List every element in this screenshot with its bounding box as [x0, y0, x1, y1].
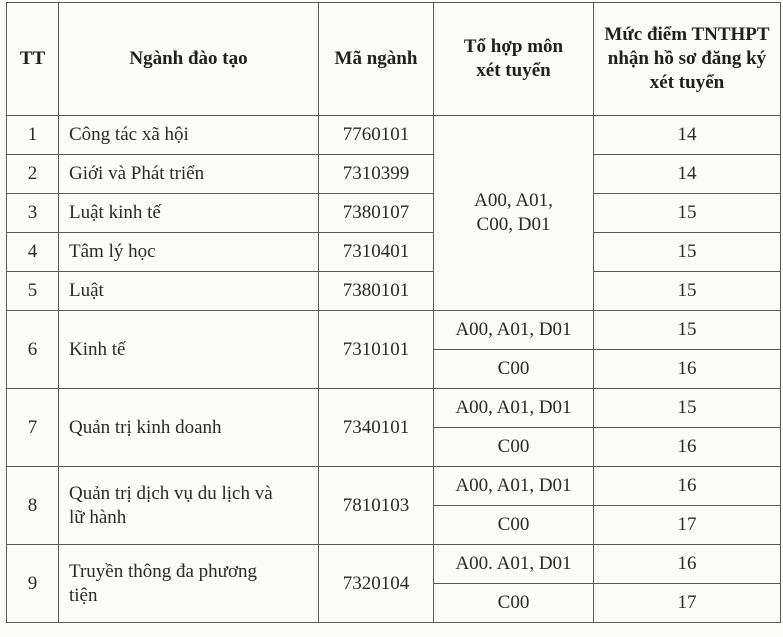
- row-major-line1: Kinh tế: [69, 338, 126, 360]
- row-score: 14: [594, 116, 781, 155]
- row-tt: 1: [7, 116, 59, 155]
- row-major: Giới và Phát triển: [59, 155, 319, 194]
- row-tt: 3: [7, 194, 59, 233]
- row-major-line1: Quản trị dịch vụ du lịch và: [69, 482, 273, 504]
- row-score: 15: [594, 272, 781, 311]
- row-code: 7380101: [319, 272, 434, 311]
- header-score-line3: xét tuyển: [649, 71, 725, 93]
- header-score: [594, 3, 781, 116]
- row-tt: 4: [7, 233, 59, 272]
- row-code: 7380107: [319, 194, 434, 233]
- row-score: 15: [594, 311, 781, 350]
- row-score: 15: [594, 389, 781, 428]
- row-major: Luật: [59, 272, 319, 311]
- table-row: [7, 389, 781, 428]
- row-major: [59, 389, 319, 467]
- row-combo: A00, A01, D01: [434, 311, 594, 350]
- header-tt: TT: [7, 3, 59, 116]
- row-code: 7340101: [319, 389, 434, 467]
- table-row: [7, 155, 781, 194]
- row-combo: A00. A01, D01: [434, 545, 594, 584]
- header-combo-line2: xét tuyển: [476, 60, 551, 81]
- row-score: 15: [594, 233, 781, 272]
- row-score: 15: [594, 194, 781, 233]
- row-combo: C00: [434, 428, 594, 467]
- row-combo: C00: [434, 350, 594, 389]
- shared-combo-line2: C00, D01: [476, 214, 551, 235]
- row-code: 7310101: [319, 311, 434, 389]
- row-code: 7760101: [319, 116, 434, 155]
- row-code: 7310399: [319, 155, 434, 194]
- row-score: 17: [594, 584, 781, 623]
- header-score-line2: nhận hồ sơ đăng ký: [607, 48, 767, 70]
- row-combo: A00, A01, D01: [434, 389, 594, 428]
- row-major: Tâm lý học: [59, 233, 319, 272]
- row-score: 14: [594, 155, 781, 194]
- row-combo: C00: [434, 584, 594, 623]
- header-row: [7, 3, 781, 116]
- row-major: [59, 467, 319, 545]
- header-code: Mã ngành: [319, 3, 434, 116]
- row-score: 16: [594, 467, 781, 506]
- row-combo: A00, A01, D01: [434, 467, 594, 506]
- table-row: [7, 311, 781, 350]
- row-score: 16: [594, 545, 781, 584]
- row-major: Công tác xã hội: [59, 116, 319, 155]
- header-combo: [434, 3, 594, 116]
- row-code: 7320104: [319, 545, 434, 623]
- row-score: 16: [594, 350, 781, 389]
- row-tt: 5: [7, 272, 59, 311]
- row-major: Luật kinh tế: [59, 194, 319, 233]
- row-major: [59, 311, 319, 389]
- table-row: [7, 467, 781, 506]
- table-row: [7, 545, 781, 584]
- header-score-line1: Mức điểm TNTHPT: [604, 24, 770, 46]
- row-code: 7310401: [319, 233, 434, 272]
- header-major: Ngành đào tạo: [59, 3, 319, 116]
- row-tt: 7: [7, 389, 59, 467]
- row-tt: 6: [7, 311, 59, 389]
- shared-combo-line1: A00, A01,: [474, 190, 553, 212]
- row-tt: 9: [7, 545, 59, 623]
- row-tt: 8: [7, 467, 59, 545]
- row-combo: C00: [434, 506, 594, 545]
- row-score: 17: [594, 506, 781, 545]
- table-row: [7, 233, 781, 272]
- row-score: 16: [594, 428, 781, 467]
- shared-combo-cell: [434, 116, 594, 311]
- table-row: [7, 116, 781, 155]
- row-major-line1: Truyền thông đa phương: [69, 560, 258, 582]
- header-combo-line1: Tổ hợp môn: [463, 36, 564, 58]
- table-row: [7, 272, 781, 311]
- row-major-line2: lữ hành: [69, 506, 127, 528]
- row-major-line1: Quản trị kinh doanh: [69, 416, 222, 438]
- row-major: [59, 545, 319, 623]
- row-code: 7810103: [319, 467, 434, 545]
- admissions-table: [6, 2, 781, 623]
- row-major-line2: tiện: [69, 584, 98, 606]
- table-row: [7, 194, 781, 233]
- row-tt: 2: [7, 155, 59, 194]
